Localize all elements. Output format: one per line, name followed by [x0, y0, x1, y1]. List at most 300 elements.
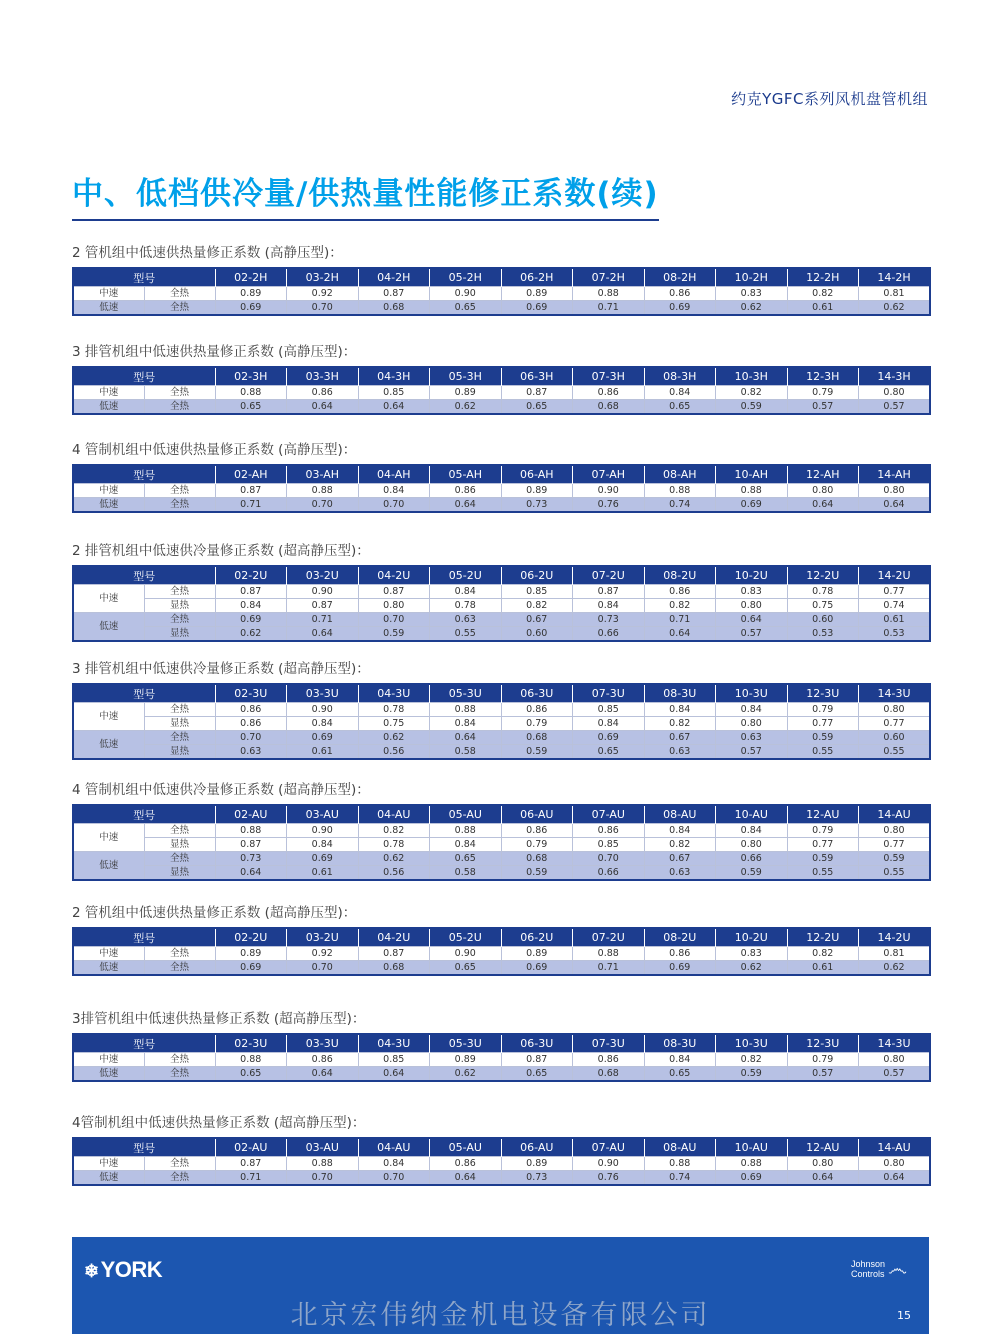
heat-type-label: 全热	[144, 498, 215, 513]
coefficient-cell: 0.73	[501, 498, 573, 513]
coefficient-cell: 0.75	[358, 717, 430, 731]
model-column-header: 08-AU	[644, 805, 716, 824]
model-column-header: 07-AU	[573, 1138, 645, 1157]
coefficient-cell: 0.64	[859, 498, 931, 513]
coefficient-cell: 0.79	[787, 1053, 859, 1067]
model-column-header: 10-AH	[716, 465, 788, 484]
table-row	[73, 731, 930, 745]
coefficient-cell: 0.64	[287, 627, 359, 642]
speed-label: 低速	[73, 1067, 144, 1082]
coefficient-cell: 0.64	[859, 1171, 931, 1186]
model-header: 型号	[73, 928, 215, 947]
coefficient-cell: 0.90	[573, 1157, 645, 1171]
table-row	[73, 1067, 930, 1082]
table-row	[73, 301, 930, 316]
coefficient-cell: 0.65	[644, 1067, 716, 1082]
coefficient-cell: 0.77	[859, 838, 931, 852]
coefficient-cell: 0.64	[430, 1171, 502, 1186]
table-row	[73, 717, 930, 731]
coefficient-cell: 0.84	[573, 717, 645, 731]
table-row	[73, 1171, 930, 1186]
section-title: 2 管机组中低速供热量修正系数 (超高静压型)：	[72, 905, 357, 921]
table-header-row	[73, 928, 930, 947]
coefficient-cell: 0.69	[287, 731, 359, 745]
table-row	[73, 703, 930, 717]
table-header-row	[73, 268, 930, 287]
section	[72, 243, 929, 316]
coefficient-cell: 0.73	[501, 1171, 573, 1186]
model-header: 型号	[73, 1034, 215, 1053]
coefficient-cell: 0.59	[716, 1067, 788, 1082]
coefficient-cell: 0.85	[358, 386, 430, 400]
coefficient-cell: 0.89	[501, 1157, 573, 1171]
johnson-controls-logo: Johnson Controls ෴	[851, 1258, 907, 1280]
coefficient-cell: 0.70	[358, 613, 430, 627]
coefficient-cell: 0.80	[358, 599, 430, 613]
coefficient-cell: 0.70	[287, 498, 359, 513]
section	[72, 780, 929, 881]
coefficient-cell: 0.87	[215, 1157, 287, 1171]
coefficient-cell: 0.56	[358, 745, 430, 760]
coefficient-cell: 0.65	[501, 1067, 573, 1082]
coefficient-cell: 0.88	[716, 1157, 788, 1171]
section-title: 4 管制机组中低速供热量修正系数 (高静压型)：	[72, 442, 357, 458]
coefficient-cell: 0.69	[573, 731, 645, 745]
model-column-header: 04-3H	[358, 367, 430, 386]
model-column-header: 08-3U	[644, 684, 716, 703]
coefficient-cell: 0.80	[716, 838, 788, 852]
coefficient-cell: 0.87	[501, 386, 573, 400]
section	[72, 659, 929, 760]
table-row	[73, 484, 930, 498]
heat-type-label: 全热	[144, 613, 215, 627]
coefficient-cell: 0.86	[430, 484, 502, 498]
coefficient-cell: 0.90	[287, 824, 359, 838]
speed-label: 低速	[73, 731, 144, 760]
coefficient-cell: 0.82	[644, 717, 716, 731]
heat-type-label: 显热	[144, 599, 215, 613]
heat-type-label: 全热	[144, 1171, 215, 1186]
table-header-row	[73, 566, 930, 585]
coefficient-cell: 0.87	[358, 947, 430, 961]
table-row	[73, 852, 930, 866]
footer-band	[72, 1237, 929, 1334]
coefficient-cell: 0.88	[215, 1053, 287, 1067]
heat-type-label: 全热	[144, 703, 215, 717]
section-title: 2 管机组中低速供热量修正系数 (高静压型)：	[72, 245, 343, 261]
section-title: 3排管机组中低速供热量修正系数 (超高静压型)：	[72, 1011, 366, 1027]
model-column-header: 05-2U	[430, 566, 502, 585]
table-row	[73, 287, 930, 301]
heat-type-label: 全热	[144, 852, 215, 866]
coefficient-cell: 0.53	[787, 627, 859, 642]
model-column-header: 04-3U	[358, 1034, 430, 1053]
coefficient-cell: 0.89	[215, 287, 287, 301]
model-column-header: 04-AU	[358, 1138, 430, 1157]
correction-table	[72, 927, 931, 976]
coefficient-cell: 0.80	[859, 824, 931, 838]
model-column-header: 03-AH	[287, 465, 359, 484]
coefficient-cell: 0.77	[859, 717, 931, 731]
coefficient-cell: 0.82	[358, 824, 430, 838]
model-column-header: 12-AH	[787, 465, 859, 484]
coefficient-cell: 0.64	[287, 400, 359, 415]
coefficient-cell: 0.64	[358, 400, 430, 415]
heat-type-label: 全热	[144, 301, 215, 316]
coefficient-cell: 0.84	[358, 484, 430, 498]
coefficient-cell: 0.62	[716, 961, 788, 976]
coefficient-cell: 0.86	[644, 585, 716, 599]
model-column-header: 08-3U	[644, 1034, 716, 1053]
model-column-header: 06-AU	[501, 805, 573, 824]
table-row	[73, 745, 930, 760]
coefficient-cell: 0.69	[215, 961, 287, 976]
coefficient-cell: 0.60	[859, 731, 931, 745]
coefficient-cell: 0.67	[644, 852, 716, 866]
coefficient-cell: 0.70	[358, 498, 430, 513]
coefficient-cell: 0.73	[573, 613, 645, 627]
coefficient-cell: 0.68	[573, 400, 645, 415]
coefficient-cell: 0.71	[215, 1171, 287, 1186]
coefficient-cell: 0.55	[787, 866, 859, 881]
coefficient-cell: 0.59	[787, 852, 859, 866]
coefficient-cell: 0.74	[644, 498, 716, 513]
model-column-header: 05-2H	[430, 268, 502, 287]
model-column-header: 05-3U	[430, 1034, 502, 1053]
model-header: 型号	[73, 1138, 215, 1157]
coefficient-cell: 0.80	[787, 484, 859, 498]
coefficient-cell: 0.84	[644, 386, 716, 400]
model-column-header: 14-3H	[859, 367, 931, 386]
coefficient-cell: 0.80	[787, 1157, 859, 1171]
model-column-header: 02-AU	[215, 1138, 287, 1157]
coefficient-cell: 0.62	[430, 1067, 502, 1082]
model-column-header: 08-AU	[644, 1138, 716, 1157]
coefficient-cell: 0.79	[787, 386, 859, 400]
table-row	[73, 599, 930, 613]
coefficient-cell: 0.86	[573, 824, 645, 838]
correction-table	[72, 464, 931, 513]
company-name: 北京宏伟纳金机电设备有限公司	[290, 1300, 711, 1331]
coefficient-cell: 0.88	[430, 824, 502, 838]
heat-type-label: 全热	[144, 947, 215, 961]
speed-label: 中速	[73, 947, 144, 961]
coefficient-cell: 0.82	[787, 947, 859, 961]
coefficient-cell: 0.59	[501, 745, 573, 760]
coefficient-cell: 0.90	[430, 947, 502, 961]
coefficient-cell: 0.69	[501, 961, 573, 976]
coefficient-cell: 0.87	[501, 1053, 573, 1067]
model-header: 型号	[73, 566, 215, 585]
table-header-row	[73, 465, 930, 484]
model-column-header: 07-3U	[573, 684, 645, 703]
heat-type-label: 全热	[144, 731, 215, 745]
coefficient-cell: 0.81	[859, 287, 931, 301]
coefficient-cell: 0.86	[501, 824, 573, 838]
coefficient-cell: 0.64	[358, 1067, 430, 1082]
coefficient-cell: 0.65	[430, 301, 502, 316]
coefficient-cell: 0.65	[215, 1067, 287, 1082]
model-column-header: 06-AH	[501, 465, 573, 484]
model-column-header: 04-2U	[358, 566, 430, 585]
model-column-header: 03-AU	[287, 1138, 359, 1157]
coefficient-cell: 0.64	[430, 498, 502, 513]
coefficient-cell: 0.78	[430, 599, 502, 613]
coefficient-cell: 0.68	[573, 1067, 645, 1082]
model-column-header: 12-2U	[787, 928, 859, 947]
table-row	[73, 1157, 930, 1171]
coefficient-cell: 0.88	[287, 1157, 359, 1171]
section-title: 2 排管机组中低速供冷量修正系数 (超高静压型)：	[72, 543, 370, 559]
table-header-row	[73, 1034, 930, 1053]
coefficient-cell: 0.84	[430, 585, 502, 599]
model-column-header: 03-3H	[287, 367, 359, 386]
model-header: 型号	[73, 805, 215, 824]
coefficient-cell: 0.78	[358, 703, 430, 717]
coefficient-cell: 0.64	[644, 627, 716, 642]
coefficient-cell: 0.61	[787, 961, 859, 976]
model-column-header: 14-3U	[859, 1034, 931, 1053]
coefficient-cell: 0.84	[716, 824, 788, 838]
coefficient-cell: 0.84	[716, 703, 788, 717]
coefficient-cell: 0.69	[716, 498, 788, 513]
coefficient-cell: 0.66	[573, 627, 645, 642]
model-column-header: 02-3U	[215, 684, 287, 703]
speed-label: 低速	[73, 613, 144, 642]
coefficient-cell: 0.58	[430, 745, 502, 760]
correction-table	[72, 366, 931, 415]
coefficient-cell: 0.79	[501, 717, 573, 731]
coefficient-cell: 0.61	[787, 301, 859, 316]
coefficient-cell: 0.80	[859, 1157, 931, 1171]
coefficient-cell: 0.65	[501, 400, 573, 415]
correction-table	[72, 804, 931, 881]
model-column-header: 08-2H	[644, 268, 716, 287]
coefficient-cell: 0.65	[430, 852, 502, 866]
coefficient-cell: 0.70	[358, 1171, 430, 1186]
correction-table	[72, 683, 931, 760]
coefficient-cell: 0.62	[859, 301, 931, 316]
table-row	[73, 866, 930, 881]
table-row	[73, 824, 930, 838]
section	[72, 342, 929, 415]
coefficient-cell: 0.53	[859, 627, 931, 642]
model-column-header: 10-3U	[716, 684, 788, 703]
coefficient-cell: 0.92	[287, 947, 359, 961]
coefficient-cell: 0.85	[358, 1053, 430, 1067]
coefficient-cell: 0.92	[287, 287, 359, 301]
coefficient-cell: 0.70	[287, 961, 359, 976]
coefficient-cell: 0.90	[430, 287, 502, 301]
model-column-header: 12-3U	[787, 684, 859, 703]
coefficient-cell: 0.63	[716, 731, 788, 745]
table-header-row	[73, 805, 930, 824]
model-column-header: 10-3H	[716, 367, 788, 386]
model-column-header: 08-AH	[644, 465, 716, 484]
york-logo: ❄YORK	[84, 1257, 163, 1282]
coefficient-cell: 0.69	[287, 852, 359, 866]
coefficient-cell: 0.71	[573, 301, 645, 316]
coefficient-cell: 0.60	[787, 613, 859, 627]
coefficient-cell: 0.61	[859, 613, 931, 627]
section	[72, 440, 929, 513]
coefficient-cell: 0.64	[787, 1171, 859, 1186]
model-column-header: 03-3U	[287, 1034, 359, 1053]
model-column-header: 02-AH	[215, 465, 287, 484]
coefficient-cell: 0.79	[787, 824, 859, 838]
coefficient-cell: 0.89	[430, 1053, 502, 1067]
coefficient-cell: 0.57	[716, 627, 788, 642]
model-header: 型号	[73, 465, 215, 484]
coefficient-cell: 0.87	[358, 287, 430, 301]
speed-label: 低速	[73, 301, 144, 316]
model-column-header: 12-AU	[787, 1138, 859, 1157]
coefficient-cell: 0.71	[215, 498, 287, 513]
coefficient-cell: 0.89	[501, 287, 573, 301]
coefficient-cell: 0.58	[430, 866, 502, 881]
coefficient-cell: 0.63	[644, 866, 716, 881]
coefficient-cell: 0.61	[287, 866, 359, 881]
coefficient-cell: 0.77	[787, 717, 859, 731]
coefficient-cell: 0.64	[430, 731, 502, 745]
speed-label: 中速	[73, 287, 144, 301]
model-column-header: 04-AH	[358, 465, 430, 484]
coefficient-cell: 0.57	[716, 745, 788, 760]
speed-label: 低速	[73, 498, 144, 513]
model-column-header: 04-2H	[358, 268, 430, 287]
coefficient-cell: 0.86	[215, 717, 287, 731]
coefficient-cell: 0.87	[215, 838, 287, 852]
model-column-header: 06-3U	[501, 1034, 573, 1053]
correction-table	[72, 565, 931, 642]
coefficient-cell: 0.84	[287, 717, 359, 731]
model-column-header: 06-3H	[501, 367, 573, 386]
coefficient-cell: 0.88	[716, 484, 788, 498]
coefficient-cell: 0.89	[501, 947, 573, 961]
table-row	[73, 838, 930, 852]
heat-type-label: 全热	[144, 1157, 215, 1171]
coefficient-cell: 0.89	[215, 947, 287, 961]
table-row	[73, 585, 930, 599]
coefficient-cell: 0.88	[573, 947, 645, 961]
coefficient-cell: 0.82	[716, 1053, 788, 1067]
coefficient-cell: 0.86	[501, 703, 573, 717]
coefficient-cell: 0.84	[358, 1157, 430, 1171]
heat-type-label: 显热	[144, 745, 215, 760]
coefficient-cell: 0.69	[716, 1171, 788, 1186]
coefficient-cell: 0.59	[859, 852, 931, 866]
coefficient-cell: 0.62	[430, 400, 502, 415]
model-column-header: 12-AU	[787, 805, 859, 824]
model-column-header: 07-3U	[573, 1034, 645, 1053]
heat-type-label: 全热	[144, 386, 215, 400]
coefficient-cell: 0.80	[716, 599, 788, 613]
model-column-header: 02-AU	[215, 805, 287, 824]
coefficient-cell: 0.55	[859, 745, 931, 760]
heat-type-label: 显热	[144, 717, 215, 731]
coefficient-cell: 0.88	[430, 703, 502, 717]
coefficient-cell: 0.81	[859, 947, 931, 961]
model-column-header: 02-2U	[215, 566, 287, 585]
coefficient-cell: 0.82	[787, 287, 859, 301]
coefficient-cell: 0.76	[573, 498, 645, 513]
model-column-header: 07-AU	[573, 805, 645, 824]
table-row	[73, 627, 930, 642]
coefficient-cell: 0.55	[430, 627, 502, 642]
coefficient-cell: 0.67	[644, 731, 716, 745]
heat-type-label: 全热	[144, 585, 215, 599]
heat-type-label: 全热	[144, 1067, 215, 1082]
coefficient-cell: 0.78	[358, 838, 430, 852]
coefficient-cell: 0.59	[716, 866, 788, 881]
model-header: 型号	[73, 684, 215, 703]
heat-type-label: 显热	[144, 866, 215, 881]
coefficient-cell: 0.80	[859, 703, 931, 717]
coefficient-cell: 0.86	[287, 1053, 359, 1067]
model-column-header: 05-AH	[430, 465, 502, 484]
coefficient-cell: 0.87	[358, 585, 430, 599]
model-column-header: 04-3U	[358, 684, 430, 703]
heat-type-label: 全热	[144, 400, 215, 415]
model-column-header: 08-2U	[644, 928, 716, 947]
coefficient-cell: 0.57	[859, 400, 931, 415]
table-row	[73, 1053, 930, 1067]
coefficient-cell: 0.84	[287, 838, 359, 852]
coefficient-cell: 0.68	[358, 961, 430, 976]
speed-label: 中速	[73, 1157, 144, 1171]
coefficient-cell: 0.69	[501, 301, 573, 316]
model-column-header: 14-3U	[859, 684, 931, 703]
model-column-header: 07-2U	[573, 928, 645, 947]
table-row	[73, 400, 930, 415]
coefficient-cell: 0.84	[573, 599, 645, 613]
coefficient-cell: 0.82	[501, 599, 573, 613]
coefficient-cell: 0.69	[215, 613, 287, 627]
coefficient-cell: 0.86	[287, 386, 359, 400]
model-column-header: 03-2U	[287, 566, 359, 585]
model-column-header: 03-3U	[287, 684, 359, 703]
coefficient-cell: 0.82	[644, 599, 716, 613]
coefficient-cell: 0.84	[215, 599, 287, 613]
coefficient-cell: 0.57	[859, 1067, 931, 1082]
coefficient-cell: 0.77	[859, 585, 931, 599]
coefficient-cell: 0.78	[787, 585, 859, 599]
coefficient-cell: 0.86	[644, 947, 716, 961]
coefficient-cell: 0.70	[287, 301, 359, 316]
coefficient-cell: 0.73	[215, 852, 287, 866]
coefficient-cell: 0.77	[787, 838, 859, 852]
section-title: 4管制机组中低速供热量修正系数 (超高静压型)：	[72, 1115, 366, 1131]
coefficient-cell: 0.84	[430, 838, 502, 852]
header-title: 约克YGFC系列风机盘管机组	[731, 90, 928, 108]
model-column-header: 05-AU	[430, 805, 502, 824]
model-column-header: 12-3U	[787, 1034, 859, 1053]
coefficient-cell: 0.88	[215, 386, 287, 400]
section-title: 4 管制机组中低速供冷量修正系数 (超高静压型)：	[72, 782, 370, 798]
speed-label: 中速	[73, 484, 144, 498]
coefficient-cell: 0.86	[573, 386, 645, 400]
coefficient-cell: 0.89	[501, 484, 573, 498]
model-column-header: 06-3U	[501, 684, 573, 703]
model-column-header: 02-2H	[215, 268, 287, 287]
model-column-header: 07-AH	[573, 465, 645, 484]
coefficient-cell: 0.62	[859, 961, 931, 976]
coefficient-cell: 0.64	[287, 1067, 359, 1082]
coefficient-cell: 0.76	[573, 1171, 645, 1186]
correction-table	[72, 267, 931, 316]
coefficient-cell: 0.79	[501, 838, 573, 852]
coefficient-cell: 0.90	[287, 703, 359, 717]
